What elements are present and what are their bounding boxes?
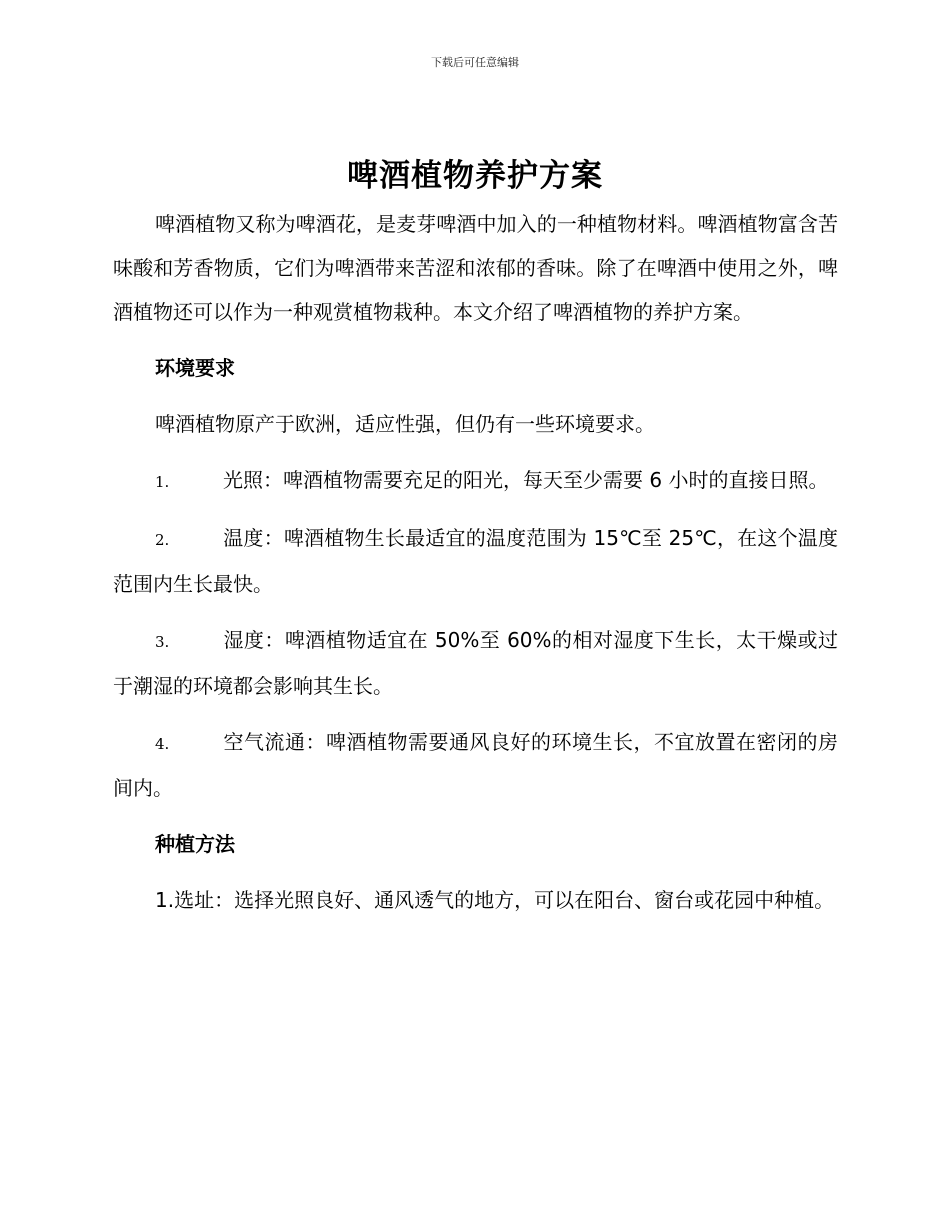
list-item-humidity	[113, 618, 838, 708]
section-heading-planting: 种植方法	[155, 832, 235, 856]
list-item-ventilation	[113, 720, 838, 810]
intro-paragraph: 啤酒植物又称为啤酒花，是麦芽啤酒中加入的一种植物材料。啤酒植物富含苦味酸和芳香物质，它们为啤酒带来苦涩和浓郁的香味。除了在啤酒中使用之外，啤酒植物还可以作为一种观赏植物栽种。本文介绍了啤酒植物的养护方案。	[113, 212, 838, 324]
list-number: 1.	[155, 473, 170, 491]
list-item-text: 光照：啤酒植物需要充足的阳光，每天至少需要 6 小时的直接日照。	[223, 468, 829, 492]
list-number: 3.	[155, 633, 170, 651]
list-item-text: 湿度：啤酒植物适宜在 50%至 60%的相对湿度下生长，太干燥或过于潮湿的环境都会影响其生长。	[113, 628, 838, 698]
document-title: 啤酒植物养护方案	[347, 158, 603, 194]
header-note: 下载后可任意编辑	[431, 56, 519, 69]
planting-item-site: 1.选址：选择光照良好、通风透气的地方，可以在阳台、窗台或花园中种植。	[155, 888, 835, 912]
list-item-text: 空气流通：啤酒植物需要通风良好的环境生长，不宜放置在密闭的房间内。	[113, 730, 838, 800]
document-body	[113, 202, 838, 922]
environment-lead-paragraph: 啤酒植物原产于欧洲，适应性强，但仍有一些环境要求。	[155, 412, 655, 436]
list-item-text: 温度：啤酒植物生长最适宜的温度范围为 15℃至 25℃，在这个温度范围内生长最快。	[113, 526, 838, 596]
list-item-temperature	[113, 516, 838, 606]
section-heading-environment: 环境要求	[155, 356, 235, 380]
list-number: 2.	[155, 531, 170, 549]
list-number: 4.	[155, 735, 170, 753]
list-item-light	[113, 458, 838, 504]
